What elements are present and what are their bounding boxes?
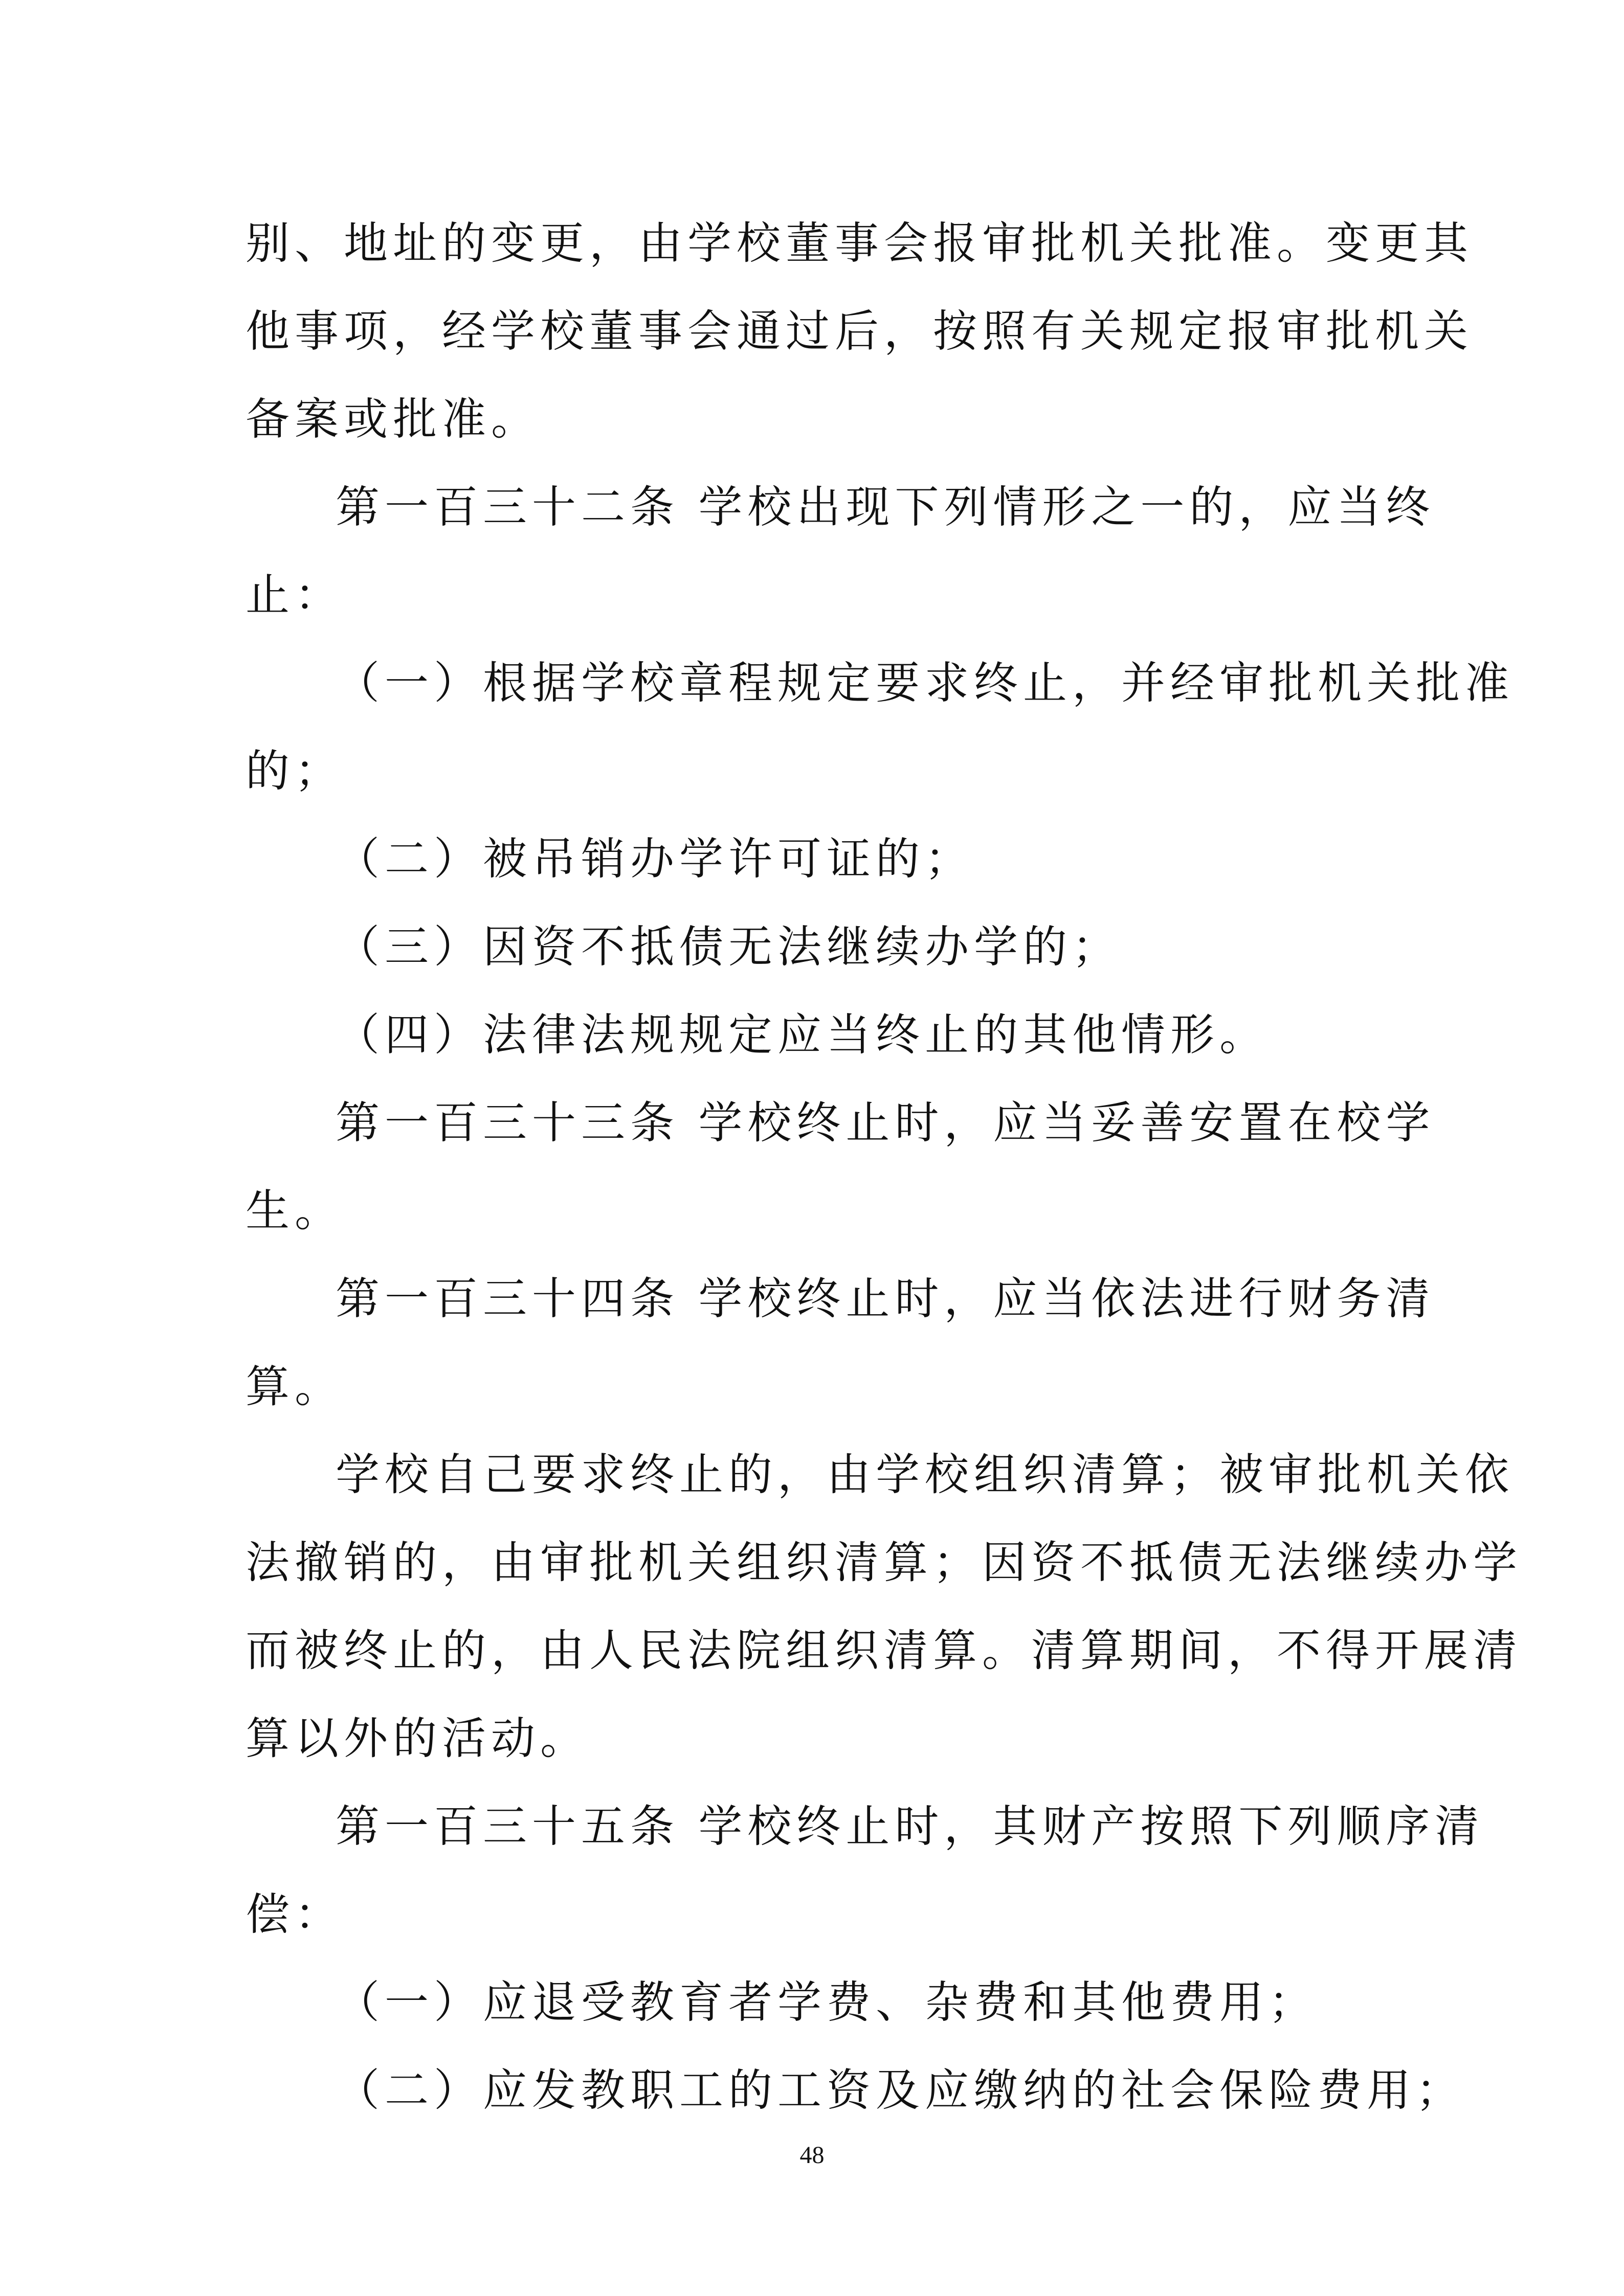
text-line: 的； <box>246 746 344 797</box>
text-line: 而被终止的，由人民法院组织清算。清算期间，不得开展清 <box>246 1625 1522 1676</box>
article-134-heading-line: 第一百三十四条 学校终止时，应当依法进行财务清 <box>336 1273 1435 1324</box>
text-line: 生。 <box>246 1185 344 1236</box>
list-item-line: （二）被吊销办学许可证的； <box>336 834 974 885</box>
list-item-line: （一）根据学校章程规定要求终止，并经审批机关批准 <box>336 658 1514 709</box>
text-line: 止： <box>246 570 344 621</box>
article-133-heading-line: 第一百三十三条 学校终止时，应当妥善安置在校学 <box>336 1097 1435 1149</box>
text-line: 算。 <box>246 1361 344 1412</box>
text-line: 别、地址的变更，由学校董事会报审批机关批准。变更其 <box>246 218 1473 269</box>
text-line: 偿： <box>246 1889 344 1940</box>
text-line: 备案或批准。 <box>246 394 540 445</box>
article-132-heading-line: 第一百三十二条 学校出现下列情形之一的，应当终 <box>336 482 1435 533</box>
text-line: 法撤销的，由审批机关组织清算；因资不抵债无法继续办学 <box>246 1537 1522 1588</box>
page-number: 48 <box>799 2142 825 2169</box>
text-line: 他事项，经学校董事会通过后，按照有关规定报审批机关 <box>246 306 1473 357</box>
body-text <box>246 199 1522 2118</box>
list-item-line: （三）因资不抵债无法继续办学的； <box>336 921 1121 973</box>
text-line: 算以外的活动。 <box>246 1713 589 1764</box>
article-135-heading-line: 第一百三十五条 学校终止时，其财产按照下列顺序清 <box>336 1801 1484 1852</box>
list-item-line: （一）应退受教育者学费、杂费和其他费用； <box>336 1977 1318 2028</box>
list-item-line: （四）法律法规规定应当终止的其他情形。 <box>336 1009 1269 1061</box>
paragraph-line: 学校自己要求终止的，由学校组织清算；被审批机关依 <box>336 1449 1514 1500</box>
list-item-line: （二）应发教职工的工资及应缴纳的社会保险费用； <box>336 2065 1465 2116</box>
